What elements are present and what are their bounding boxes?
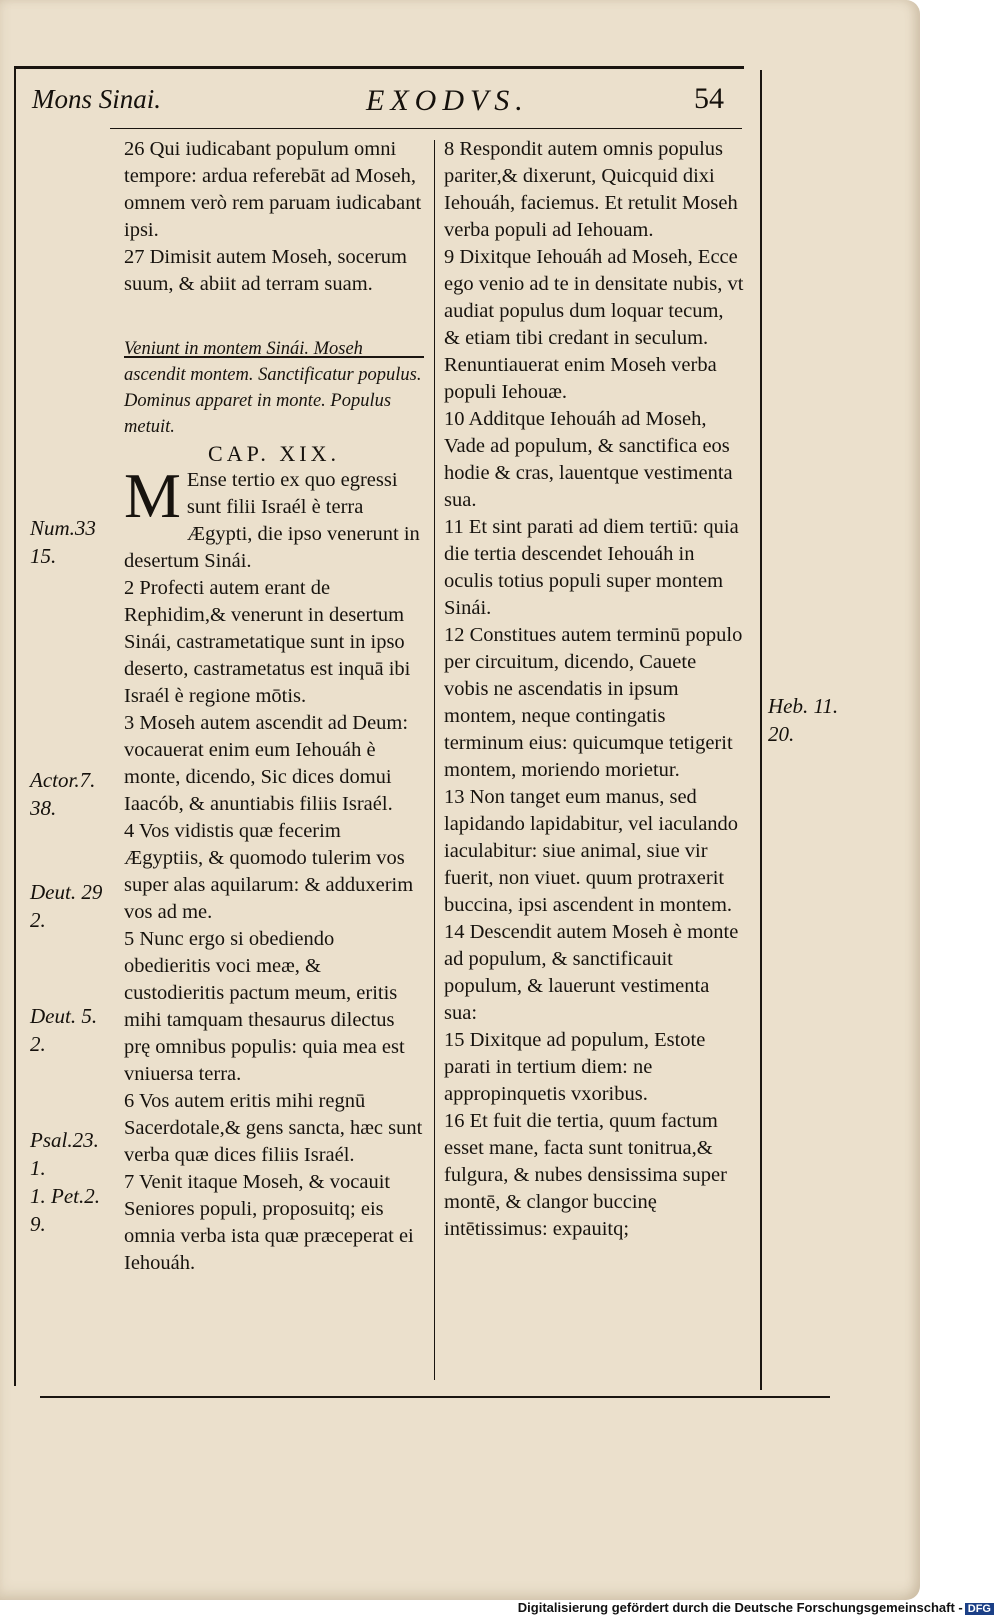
verse-9: 9 Dixitque Iehouáh ad Moseh, Ecce ego venio ad te in densitate nubis, vt audiat populus dum loquar tecum, & etiam tibi credant in seculum. Renuntiauerat enim Moseh verba populi Iehouæ. xyxy=(444,246,744,403)
left-column xyxy=(124,136,424,1277)
margin-ref-psal-23: Psal.23. 1. xyxy=(30,1128,99,1180)
verse-6: 6 Vos autem eritis mihi regnū Sacerdotale,& gens sancta, hæc sunt verba quæ dices filiis Israél. xyxy=(124,1090,423,1166)
digitization-footer xyxy=(518,1600,994,1615)
verse-3: 3 Moseh autem ascendit ad Deum: vocauerat enim eum Iehouáh è monte, dicendo, Sic dices domui Iaacób, & anuntiabis filiis Israél. xyxy=(124,712,409,815)
verse-1-text: Ense tertio ex quo egressi sunt filii Israél è terra Ægypti, die ipso venerunt in desertum Sinái. xyxy=(124,469,420,572)
verse-2: 2 Profecti autem erant de Rephidim,& venerunt in desertum Sinái, castrametatique sunt in ipso deserto, castrametatus est inquā ibi Israél è regione mōtis. xyxy=(124,577,411,707)
verse-15: 15 Dixitque ad populum, Estote parati in tertium diem: ne appropinquetis vxoribus. xyxy=(444,1029,706,1105)
verse-10: 10 Additque Iehouáh ad Moseh, Vade ad populum, & sanctifica eos hodie & cras, lauentque vestimenta sua. xyxy=(444,408,733,511)
verse-13: 13 Non tanget eum manus, sed lapidando lapidabitur, vel iaculando iaculabitur: siue animal, siue vir fuerit, non viuet. quum protraxerit buccina, ipsi ascendent in montem. xyxy=(444,786,739,916)
bottom-rule xyxy=(40,1396,830,1398)
header-underline xyxy=(110,128,742,129)
dfg-badge: DFG xyxy=(965,1603,994,1615)
left-frame xyxy=(14,66,16,1386)
margin-ref-actor-7: Actor.7. 38. xyxy=(30,768,96,820)
chapter-summary: Veniunt in montem Sinái. Moseh ascendit montem. Sanctificatur populus. Dominus apparet in monte. Populus metuit. xyxy=(124,339,422,437)
verse-26: 26 Qui iudicabant populum omni tempore: ardua referebāt ad Moseh, omnem verò rem paruam iudicabant ipsi. xyxy=(124,138,422,241)
margin-ref-1-pet-2: 1. Pet.2. 9. xyxy=(30,1184,100,1236)
column-divider xyxy=(434,140,435,1380)
verse-5: 5 Nunc ergo si obediendo obedieritis voci meæ, & custodieritis pactum meum, eritis mihi tamquam thesaurus dilectus prę omnibus populis: quia mea est vniuersa terra. xyxy=(124,928,405,1085)
margin-ref-heb-11: Heb. 11. 20. xyxy=(768,694,839,746)
verse-12: 12 Constitues autem terminū populo per circuitum, dicendo, Cauete vobis ne ascendatis in ipsum montem, neque contingatis terminum eius: quicumque tetigerit montem, moriendo morietur. xyxy=(444,624,743,781)
drop-capital: M xyxy=(124,460,181,531)
margin-ref-deut-29: Deut. 29 2. xyxy=(30,880,103,932)
margin-ref-deut-5: Deut. 5. 2. xyxy=(30,1004,98,1056)
margin-ref-num-33: Num.33 15. xyxy=(30,516,96,568)
running-head-left: Mons Sinai. xyxy=(32,84,162,114)
right-column xyxy=(444,136,744,1243)
verse-4: 4 Vos vidistis quæ fecerim Ægyptiis, & quomodo tulerim vos super alas aquilarum: & adduxerim vos ad me. xyxy=(124,820,414,923)
verse-7: 7 Venit itaque Moseh, & vocauit Seniores populi, proposuitq; eis omnia verba ista quæ præceperat ei Iehouáh. xyxy=(124,1171,414,1274)
verse-27: 27 Dimisit autem Moseh, socerum suum, & abiit ad terram suam. xyxy=(124,246,407,295)
verse-16: 16 Et fuit die tertia, quum factum esset mane, facta sunt tonitrua,& fulgura, & nubes densissima super montē, & clangor buccinę intētissimus: expauitq; xyxy=(444,1110,727,1240)
verse-11: 11 Et sint parati ad diem tertiū: quia die tertia descendet Iehouáh in oculis totius populi super montem Sinái. xyxy=(444,516,739,619)
header-rule xyxy=(14,66,744,69)
running-head-center: EXODVS. xyxy=(366,84,529,117)
verse-14: 14 Descendit autem Moseh è monte ad populum, & sanctificauit populum, & lauerunt vestimenta sua: xyxy=(444,921,739,1024)
verse-8: 8 Respondit autem omnis populus pariter,& dixerunt, Quicquid dixi Iehouáh, faciemus. Et retulit Moseh verba populi ad Iehouam. xyxy=(444,138,738,241)
right-frame xyxy=(760,70,762,1390)
page-number: 54 xyxy=(694,82,724,115)
chapter-heading: CAP. XIX. xyxy=(208,441,340,466)
footer-text: Digitalisierung gefördert durch die Deutsche Forschungsgemeinschaft - xyxy=(517,1600,963,1615)
verse-1 xyxy=(124,460,424,575)
